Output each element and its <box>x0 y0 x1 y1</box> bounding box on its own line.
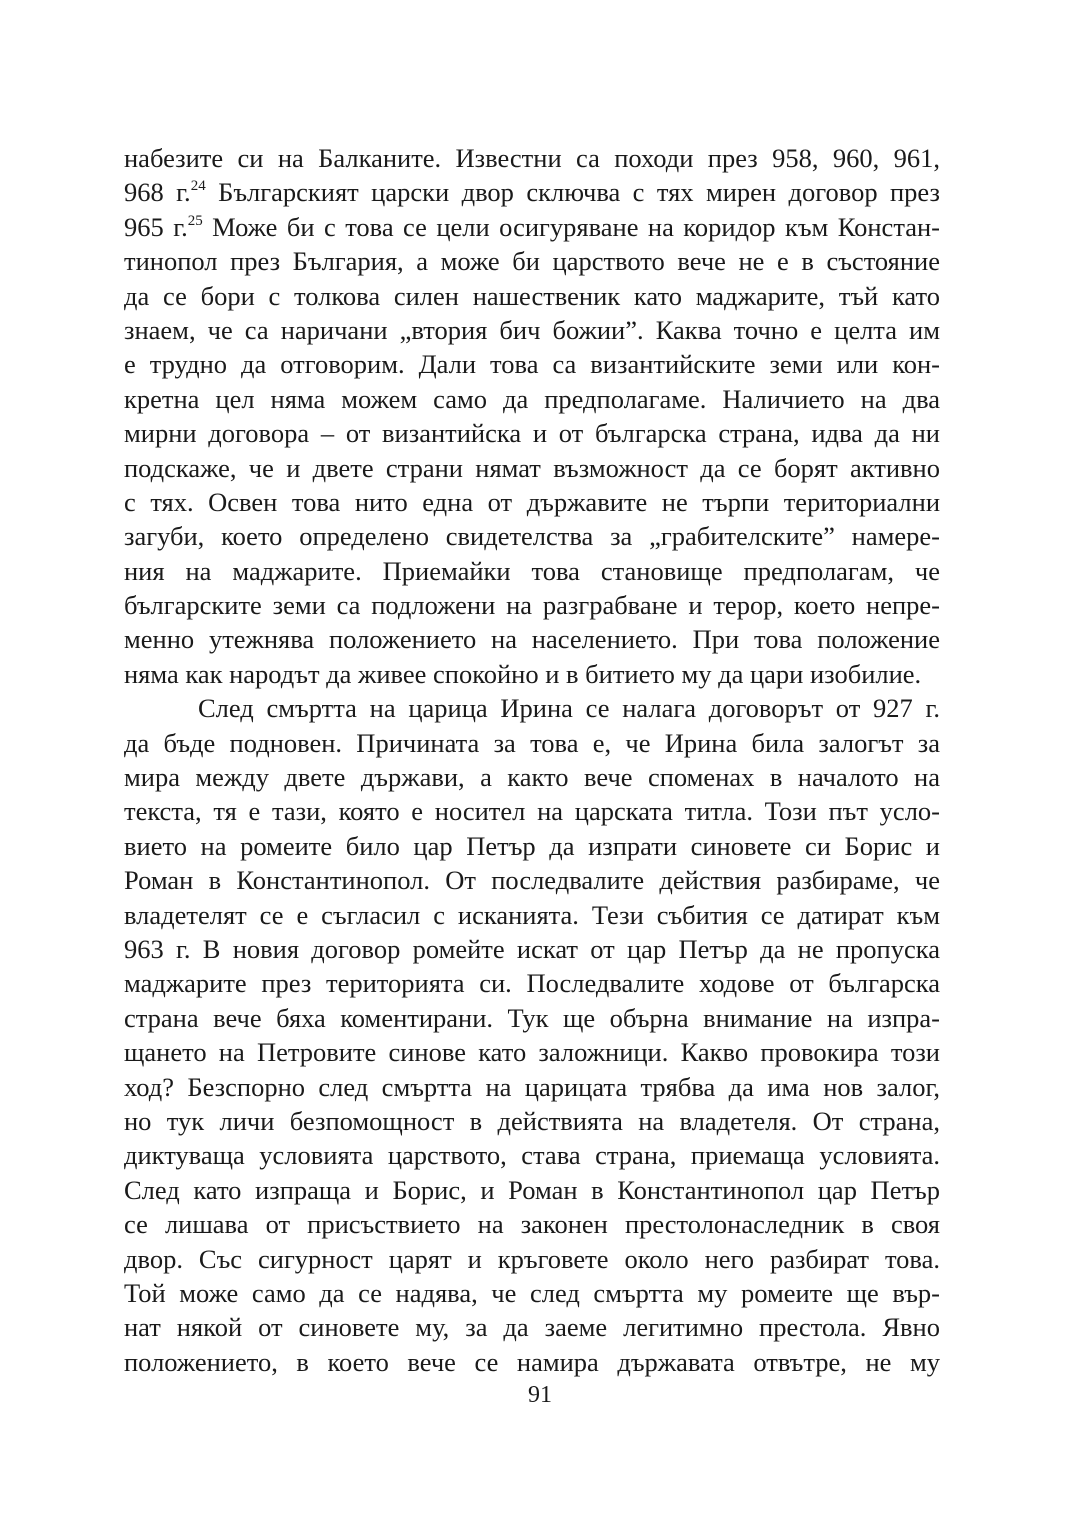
text-line: тинопол през България, а може би царството вече не е в състояние <box>124 246 940 277</box>
text-line: вието на ромеите било цар Петър да изпрати синовете си Борис и <box>124 830 940 861</box>
text-line: да се бори с толкова силен нашественик като маджарите, тъй като <box>124 280 940 311</box>
text-line: Той може само да се надява, че след смъртта му ромеите ще вър- <box>124 1277 940 1308</box>
text-line: е трудно да отговорим. Дали това са византийските земи или кон- <box>124 349 940 380</box>
text-line: мира между двете държави, а както вече споменах в началото на <box>124 762 940 793</box>
text-line: ход? Безспорно след смъртта на царицата трябва да има нов залог, <box>124 1071 940 1102</box>
text-line: менно утежнява положението на населението. При това положение <box>124 624 940 655</box>
text-line: набезите си на Балканите. Известни са походи през 958, 960, 961, <box>124 143 940 173</box>
body-text <box>124 141 940 1379</box>
text-line: нат някой от синовете му, за да заеме легитимно престола. Явно <box>124 1312 940 1343</box>
text-line: владетелят се е съгласил с исканията. Тези събития се датират към <box>124 899 940 930</box>
text-line: 963 г. В новия договор ромейте искат от цар Петър да не пропуска <box>124 933 940 964</box>
text-line: страна вече бяха коментирани. Тук ще обърна внимание на изпра- <box>124 1002 940 1033</box>
text-line: диктуваща условията царството, става страна, приемаща условията. <box>124 1140 940 1171</box>
text-line: подскаже, че и двете страни нямат възможност да се борят активно <box>124 452 940 483</box>
text-line: няма как народът да живее спокойно и в битието му да цари изобилие. <box>124 658 922 689</box>
text-line: но тук личи безпомощност в действията на владетеля. От страна, <box>124 1105 940 1136</box>
text-line: мирни договора – от византийска и от българска страна, идва да ни <box>124 418 940 449</box>
text-line: загуби, което определено свидетелства за „грабителските” намере- <box>124 521 940 552</box>
text-line: българските земи са подложени на разграбване и терор, което непре- <box>124 590 940 621</box>
text-line: След като изпраща и Борис, и Роман в Константинопол цар Петър <box>124 1174 940 1205</box>
footnote-marker-24[interactable]: 24 <box>190 178 206 195</box>
text-line: се лишава от присъствието на законен престолонаследник в своя <box>124 1209 940 1240</box>
text-line: двор. Със сигурност царят и кръговете около него разбират това. <box>124 1243 940 1274</box>
paragraph-start-line: След смъртта на царица Ирина се налага договорът от 927 г. <box>198 693 940 724</box>
text-line: маджарите през територията си. Последвалите ходове от българска <box>124 968 940 999</box>
text-line: текста, тя е тази, която е носител на царската титла. Този път усло- <box>124 796 940 827</box>
text-line: да бъде подновен. Причината за това е, че Ирина била залогът за <box>124 727 940 758</box>
text-line: положението, в което вече се намира държавата отвътре, не му <box>124 1346 940 1377</box>
text-line: ния на маджарите. Приемайки това становище предполагам, че <box>124 555 940 586</box>
page-number: 91 <box>528 1382 552 1408</box>
text-line: кретна цел няма можем само да предполагаме. Наличието на два <box>124 383 940 414</box>
text-line: щането на Петровите синове като заложници. Какво провокира този <box>124 1037 940 1068</box>
text-line: 968 г.$^{24}$ Българският царски двор сключва с тях мирен договор през <box>124 177 940 208</box>
text-line: Роман в Константинопол. От последвалите действия разбираме, че <box>124 865 940 896</box>
text-line: 965 г.$^{25}$ Може би с това се цели осигуряване на коридор към Констан- <box>124 211 940 242</box>
footnote-marker-25[interactable]: 25 <box>187 212 203 229</box>
text-line: с тях. Освен това нито една от държавите не търпи териториални <box>124 486 940 517</box>
text-line: знаем, че са наричани „втория бич божии”. Каква точно е целта им <box>124 314 940 345</box>
